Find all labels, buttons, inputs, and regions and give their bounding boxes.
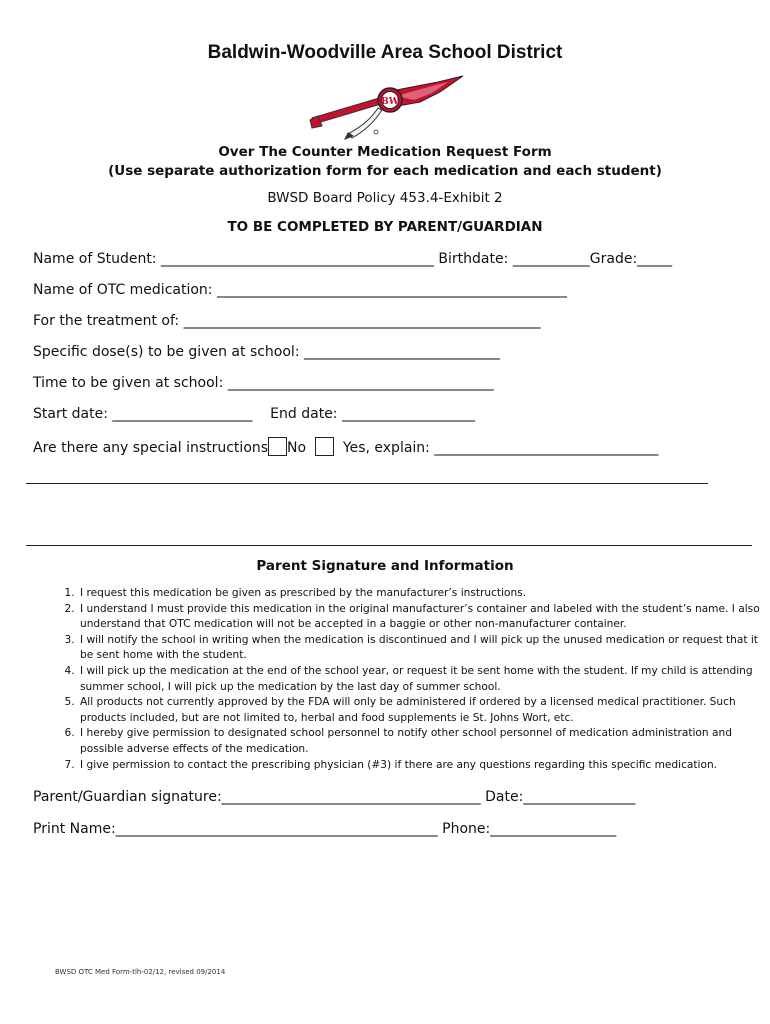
terms-list xyxy=(56,586,770,773)
footer-revision: BWSD OTC Med Form-tlh-02/12, revised 09/2014 xyxy=(55,968,226,976)
list-item: 4. I will pick up the medication at the end of the school year, or request it be sent home with the student. If my child is attending summer school, I will pick up the medication by the last day of summer school. xyxy=(78,664,770,695)
no-checkbox[interactable] xyxy=(268,437,287,456)
district-title: Baldwin-Woodville Area School District xyxy=(207,42,563,63)
student-name-field[interactable]: Name of Student: _______________________________________ Birthdate: ___________Grade:_____ xyxy=(33,251,673,267)
special-instructions-row xyxy=(33,437,658,456)
special-instructions-label: Are there any special instructions xyxy=(33,440,269,456)
logo-initials: BW xyxy=(381,97,399,107)
signature-section-title: Parent Signature and Information xyxy=(256,558,514,574)
guardian-signature-field[interactable]: Parent/Guardian signature:_____________________________________ Date:________________ xyxy=(33,789,636,805)
list-item: 3. I will notify the school in writing when the medication is discontinued and I will pick up the unused medication or request that it be sent home with the student. xyxy=(78,633,770,664)
list-item: 7. I give permission to contact the prescribing physician (#3) if there are any questions regarding this specific medication. xyxy=(78,758,770,774)
yes-checkbox[interactable] xyxy=(315,437,334,456)
dates-field[interactable]: Start date: ____________________ End date: ___________________ xyxy=(33,406,475,422)
section-divider xyxy=(26,545,752,546)
treatment-field[interactable]: For the treatment of: ___________________________________________________ xyxy=(33,313,541,329)
policy-reference: BWSD Board Policy 453.4-Exhibit 2 xyxy=(267,190,503,206)
print-name-field[interactable]: Print Name:______________________________________________ Phone:__________________ xyxy=(33,821,617,837)
medication-name-field[interactable]: Name of OTC medication: __________________________________________________ xyxy=(33,282,567,298)
list-item: 2. I understand I must provide this medication in the original manufacturer’s container and labeled with the student’s name. I also understand that OTC medication will not be accepted in a baggie or other non-manufacturer container. xyxy=(78,602,770,633)
section-heading-parent: TO BE COMPLETED BY PARENT/GUARDIAN xyxy=(227,219,543,235)
time-field[interactable]: Time to be given at school: ______________________________________ xyxy=(33,375,494,391)
list-item: 6. I hereby give permission to designated school personnel to notify other school personnel of medication administration and possible adverse effects of the medication. xyxy=(78,726,770,757)
spear-logo xyxy=(308,74,468,144)
list-item: 1. I request this medication be given as prescribed by the manufacturer’s instructions. xyxy=(78,586,770,602)
list-item: 5. All products not currently approved by the FDA will only be administered if ordered by a licensed medical practitioner. Such products included, but are not limited to, herbal and food supplements ie St. Johns Wort, etc. xyxy=(78,695,770,726)
form-subtitle: (Use separate authorization form for each medication and each student) xyxy=(108,163,662,179)
dose-field[interactable]: Specific dose(s) to be given at school: ____________________________ xyxy=(33,344,500,360)
yes-explain-field[interactable]: Yes, explain: ________________________________ xyxy=(342,440,659,456)
form-title: Over The Counter Medication Request Form xyxy=(218,144,552,160)
no-label: No xyxy=(287,440,307,456)
explain-line-1[interactable] xyxy=(26,483,708,484)
